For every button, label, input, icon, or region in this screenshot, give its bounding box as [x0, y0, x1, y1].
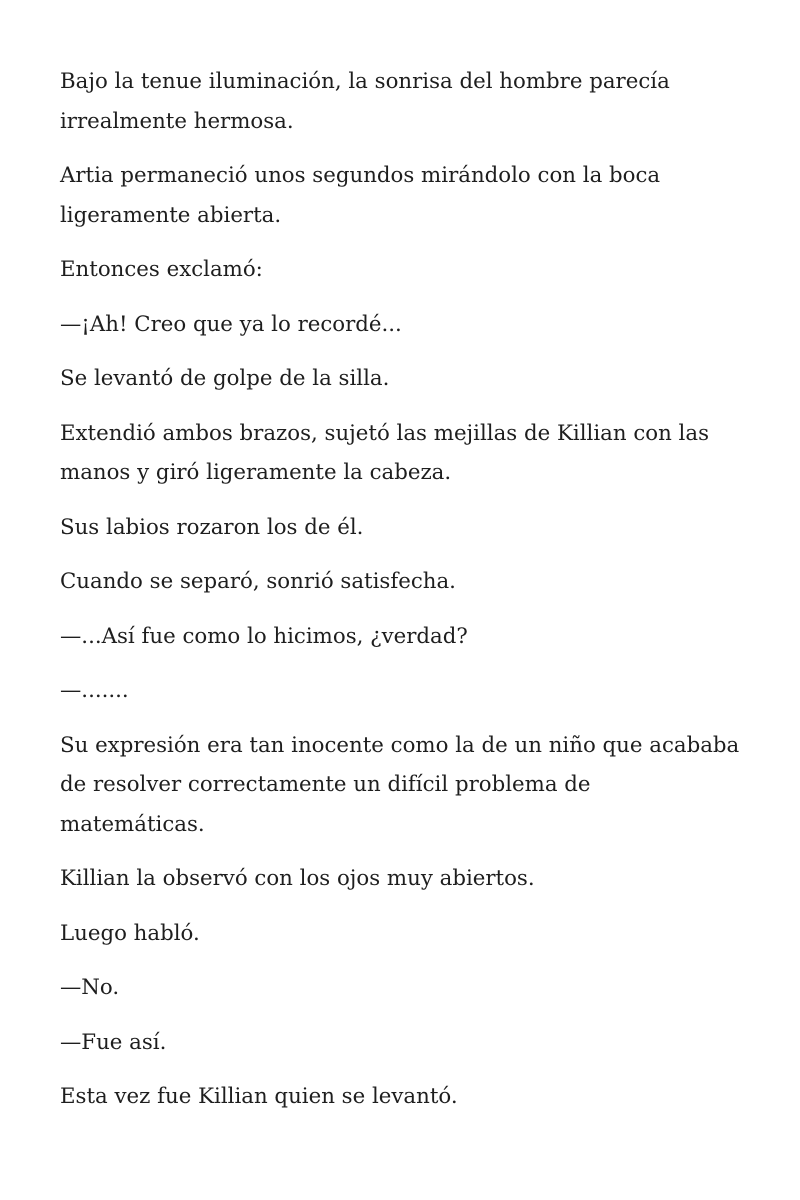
paragraph: —¡Ah! Creo que ya lo recordé...	[60, 311, 402, 337]
paragraph: Artia permaneció unos segundos mirándolo con la boca ligeramente abierta.	[60, 163, 661, 228]
paragraph: Extendió ambos brazos, sujetó las mejillas de Killian con las manos y giró ligeramente la cabeza.	[60, 420, 709, 485]
paragraph: Bajo la tenue iluminación, la sonrisa del hombre parecía irrealmente hermosa.	[60, 69, 670, 134]
paragraph: Se levantó de golpe de la silla.	[60, 366, 390, 391]
paragraph: Luego habló.	[60, 920, 200, 946]
paragraph: —Fue así.	[60, 1029, 167, 1055]
paragraph: Esta vez fue Killian quien se levantó.	[60, 1084, 458, 1109]
paragraph: —No.	[60, 975, 120, 1000]
paragraph: Sus labios rozaron los de él.	[60, 514, 364, 540]
paragraph: Killian la observó con los ojos muy abiertos.	[60, 866, 535, 891]
paragraph: —.......	[60, 678, 129, 703]
paragraph: Entonces exclamó:	[60, 257, 263, 282]
paragraph: —...Así fue como lo hicimos, ¿verdad?	[60, 623, 468, 649]
paragraph: Cuando se separó, sonrió satisfecha.	[60, 569, 456, 594]
paragraph: Su expresión era tan inocente como la de un niño que acababa de resolver correctamente un difícil problema de matemáticas.	[60, 732, 740, 837]
